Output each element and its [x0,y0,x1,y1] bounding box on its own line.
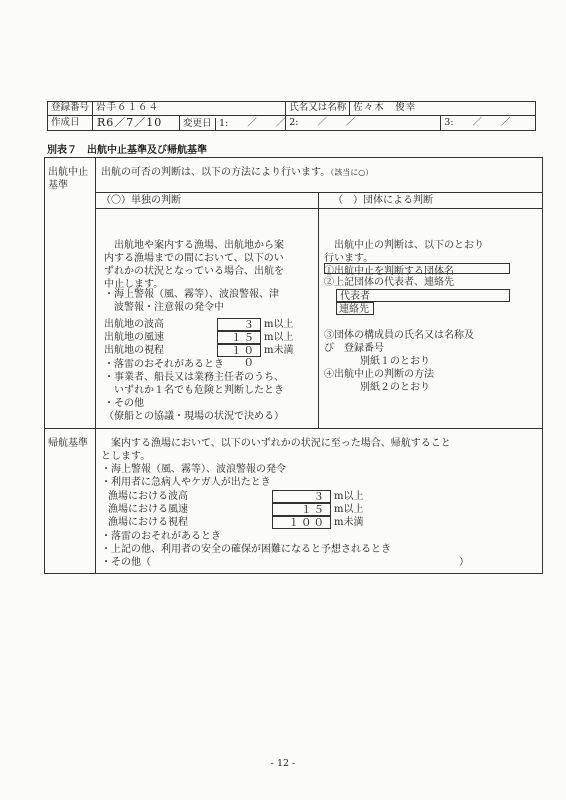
name-label: 氏名又は名称 [286,102,350,116]
return-wave-unit: m以上 [334,491,364,502]
wind-value-box: １５ [217,331,261,344]
change-1: 1: ／ ／ [219,118,286,129]
created-label: 作成日 [48,116,93,131]
option-body-divider [96,208,542,209]
group-members: ③団体の構成員の氏名又は名称及 び 登録番号 別紙１のとおり ④出航中止の判断の方法 別紙２のとおり [324,330,474,393]
representative-field: 代表者 [336,289,510,302]
return-wave-label: 漁場における波高 [108,491,188,502]
return-intro: 案内する漁場において、以下のいずれかの状況に至った場合、帰航すること とします。 ・海上警報（風、霧等）、波浪警報の発令 ・利用者に急病人やケガ人が出たとき [101,438,451,488]
created-value: R6／7／10 [93,116,180,130]
wave-label: 出航地の波高 [104,319,164,330]
contact-field: 連絡先 [336,302,374,315]
departure-intro: 出航の可否の判断は、以下の方法により行います。（該当に○） [101,167,374,178]
change-3: 3: ／ ／ [441,116,536,131]
reg-no-value: 岩手６１６４ [93,102,286,116]
option-group: （ ）団体による判断 [333,195,433,206]
return-wave-value-box: ３ [272,490,331,503]
group-description: 出航中止の判断は、以下のとおり 行います。 ①出航中止を判断する団体名 [324,240,484,277]
return-wind-unit: m以上 [334,504,364,515]
departure-label: 出航中止 基準 [48,167,88,191]
departure-other-bullets: ・落雷のおそれがあるとき ・事業者、船長又は業務主任者のうち、 いずれか１名でも危険と判断したとき ・その他 （僚船との協議・現場の状況で決める） [104,359,284,422]
other-open: ・その他（ [101,557,151,568]
return-visibility-label: 漁場における視程 [108,517,188,528]
row-divider [44,428,542,429]
return-label: 帰航基準 [48,438,88,449]
group-name-field [324,263,510,274]
label-column-divider [95,157,96,573]
group-item2: ②上記団体の代表者、連絡先 [324,277,454,288]
return-wind-label: 漁場における風速 [108,504,188,515]
visibility-value-box: １００ [217,344,261,357]
single-description: 出航地や案内する漁場、出航地から案 内する漁場までの間において、以下のい ずれかの状況となっている場合、出航を 中止します。 [104,240,284,290]
return-visibility-unit: m未満 [334,517,364,528]
page-number: - 12 - [270,758,296,769]
reg-no-label: 登録番号 [48,102,93,116]
changed-label: 変更日 [180,118,216,130]
visibility-unit: m未満 [264,345,294,356]
return-visibility-value-box: １００ [272,516,331,529]
wind-unit: m以上 [264,332,294,343]
option-header-divider [96,192,542,193]
section-title: 別表７ 出航中止基準及び帰航基準 [47,145,207,156]
registration-table [47,101,536,131]
return-wind-value-box: １５ [272,503,331,516]
wind-label: 出航地の風速 [104,332,164,343]
return-other-bullets: ・落雷のおそれがあるとき ・上記の他、利用者の安全の確保が困難になると予想されるとき ・その他（ ） [101,531,469,568]
change-2: 2: ／ ／ [286,116,441,131]
visibility-label: 出航地の視程 [104,345,164,356]
other-close: ） [459,557,469,568]
wave-value-box: ３ [217,318,261,331]
warning-bullet: ・海上警報（風、霧等）、波浪警報、津 波警報・注意報の発令中 [104,289,279,313]
option-column-divider [318,192,319,428]
wave-unit: m以上 [264,319,294,330]
option-single: （〇）単独の判断 [101,195,181,206]
name-value: 佐々木 俊幸 [350,102,536,116]
